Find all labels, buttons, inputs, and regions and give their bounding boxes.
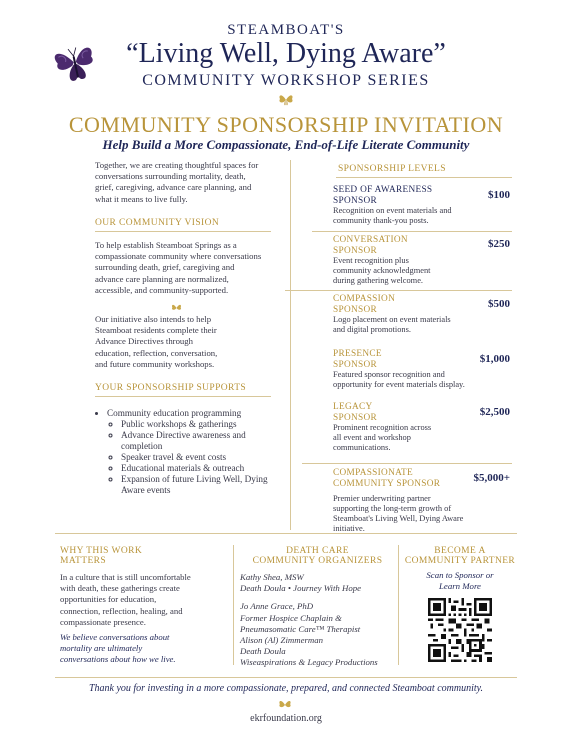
organizers-section [240, 546, 395, 669]
organizer-line: Wiseaspirations & Legacy Productions [240, 657, 378, 668]
level-desc: community thank-you posts. [333, 216, 429, 225]
level-desc: initiative. [333, 524, 365, 533]
list-item: ◦ Speaker travel & event costs [121, 452, 275, 463]
level-desc: during gathering welcome. [333, 276, 424, 285]
divider [302, 463, 512, 464]
partner-heading: COMMUNITY PARTNER [404, 556, 516, 566]
organizer-line: Death Doula [240, 646, 286, 657]
scan-label: Learn More [439, 581, 481, 592]
directives-line: education, reflection, conversation, [95, 347, 218, 358]
column-divider [290, 160, 291, 530]
list-item: ◦ Advance Directive awareness and completion [121, 430, 275, 452]
level-desc: Steamboat's Living Well, Dying Aware [333, 514, 464, 523]
level-name: SPONSOR [333, 412, 377, 423]
why-quote-line: conversations about how we live. [60, 654, 176, 665]
page-subtitle: Help Build a More Compassionate, End-of-Life Literate Community [102, 137, 470, 152]
divider [55, 533, 517, 534]
directives-paragraph [95, 314, 275, 370]
list-item: ◦ Expansion of future Living Well, Dying Aware events [121, 474, 275, 496]
organizer-line: Kathy Shea, MSW [240, 572, 304, 582]
level-desc: community acknowledgment [333, 266, 431, 275]
level-name: COMPASSION [333, 294, 396, 304]
why-heading: WHY THIS WORK [60, 546, 143, 556]
divider [285, 290, 512, 291]
why-heading: MATTERS [60, 556, 107, 566]
intro-line: what it means to live fully. [95, 193, 188, 204]
level-amount: $5,000+ [473, 472, 510, 484]
divider [55, 677, 517, 678]
divider-butterfly-icon [278, 93, 294, 112]
directives-line: Our initiative also intends to help [95, 314, 212, 324]
header-line3: COMMUNITY WORKSHOP SERIES [142, 72, 430, 89]
directives-line: and future community workshops. [95, 358, 215, 369]
supports-heading: YOUR SPONSORSHIP SUPPORTS [95, 383, 247, 393]
divider [95, 396, 271, 397]
thank-you-line: Thank you for investing in a more compassionate, prepared, and connected Steamboat community. [88, 683, 484, 694]
why-line: with death, these gatherings create [60, 583, 180, 594]
level-desc: all event and workshop [333, 433, 411, 442]
level-amount: $500 [488, 298, 510, 310]
organizer-line: Pneumasomatic Care™ Therapist [240, 623, 361, 634]
qr-code[interactable] [428, 598, 492, 662]
level-name: SPONSOR [333, 245, 377, 256]
why-line: compassionate presence. [60, 616, 146, 627]
header-line1: STEAMBOAT'S [227, 22, 345, 38]
level-desc: Prominent recognition across [333, 423, 432, 432]
level-desc: opportunity for event materials display. [333, 380, 465, 389]
vision-heading: OUR COMMUNITY VISION [95, 218, 220, 228]
website-link[interactable]: ekrfoundation.org [250, 713, 322, 724]
organizers-heading: DEATH CARE [286, 546, 349, 556]
organizer-line: Death Doula • Journey With Hope [240, 583, 362, 594]
organizer-line: Jo Anne Grace, PhD [240, 601, 314, 612]
divider [312, 231, 512, 232]
page-title: COMMUNITY SPONSORSHIP INVITATION [68, 112, 504, 137]
column-divider [233, 545, 234, 665]
why-section [60, 546, 230, 666]
levels-heading: SPONSORSHIP LEVELS [338, 164, 446, 174]
directives-line: Steamboat residents complete their [95, 325, 217, 336]
level-name: LEGACY [333, 402, 373, 412]
why-quote-line: mortality are ultimately [60, 643, 143, 654]
level-name: SPONSOR [333, 359, 377, 370]
partner-heading: BECOME A [434, 546, 486, 556]
intro-line: conversations surrounding mortality, death, [95, 171, 246, 182]
level-name: COMPASSIONATE [333, 468, 414, 478]
intro-line: Together, we are creating thoughtful spaces for [95, 160, 259, 170]
intro-paragraph [95, 160, 275, 205]
list-item [107, 408, 275, 496]
level-name: SEED OF AWARENESS [333, 185, 433, 195]
level-name: SPONSOR [333, 304, 377, 315]
header-series-name: “Living Well, Dying Aware” [126, 38, 446, 69]
column-divider [398, 545, 399, 665]
divider [95, 231, 271, 232]
level-desc: Recognition on event materials and [333, 206, 452, 215]
vision-line: To help establish Steamboat Springs as a [95, 240, 237, 250]
vision-line: surrounding death, grief, caregiving and [95, 262, 235, 273]
level-name: SPONSOR [333, 195, 377, 206]
level-desc: communications. [333, 443, 391, 452]
organizer-line: Alison (Al) Zimmerman [240, 635, 324, 646]
level-desc: Logo placement on event materials [333, 315, 451, 324]
level-name: PRESENCE [333, 349, 382, 359]
vision-line: compassionate community where conversations [95, 251, 262, 262]
level-desc: and digital promotions. [333, 325, 411, 334]
vision-line: accessible, and community-supported. [95, 284, 229, 295]
why-quote-line: We believe conversations about [60, 632, 170, 643]
level-name: CONVERSATION [333, 235, 408, 245]
organizers-heading: COMMUNITY ORGANIZERS [252, 556, 383, 566]
list-item-label: Community education programming [107, 408, 242, 418]
organizer-line: Former Hospice Chaplain & [240, 612, 342, 623]
supports-list [95, 408, 275, 496]
level-desc: Premier underwriting partner [333, 494, 431, 503]
level-amount: $2,500 [479, 406, 510, 418]
list-item: ◦ Educational materials & outreach [121, 463, 275, 474]
level-amount: $100 [488, 189, 510, 201]
vision-line: advance care planning are normalized, [95, 273, 229, 284]
directives-line: Advance Directives through [95, 336, 193, 347]
level-name: COMMUNITY SPONSOR [333, 478, 441, 489]
level-desc: Event recognition plus [333, 256, 409, 265]
why-line: connection, reflection, healing, and [60, 605, 183, 616]
level-amount: $1,000 [479, 353, 510, 365]
level-amount: $250 [488, 238, 510, 250]
vision-paragraph [95, 240, 275, 296]
partner-section [400, 546, 520, 592]
list-item: ◦ Public workshops & gatherings [121, 419, 275, 430]
why-line: opportunities for education, [60, 594, 157, 605]
why-line: In a culture that is still uncomfortable [60, 572, 191, 582]
divider [336, 177, 512, 178]
scan-label: Scan to Sponsor or [426, 570, 494, 580]
level-desc: Featured sponsor recognition and [333, 370, 445, 379]
intro-line: grief, caregiving, advance care planning, and [95, 182, 252, 193]
level-desc: supporting the long-term growth of [333, 504, 452, 513]
